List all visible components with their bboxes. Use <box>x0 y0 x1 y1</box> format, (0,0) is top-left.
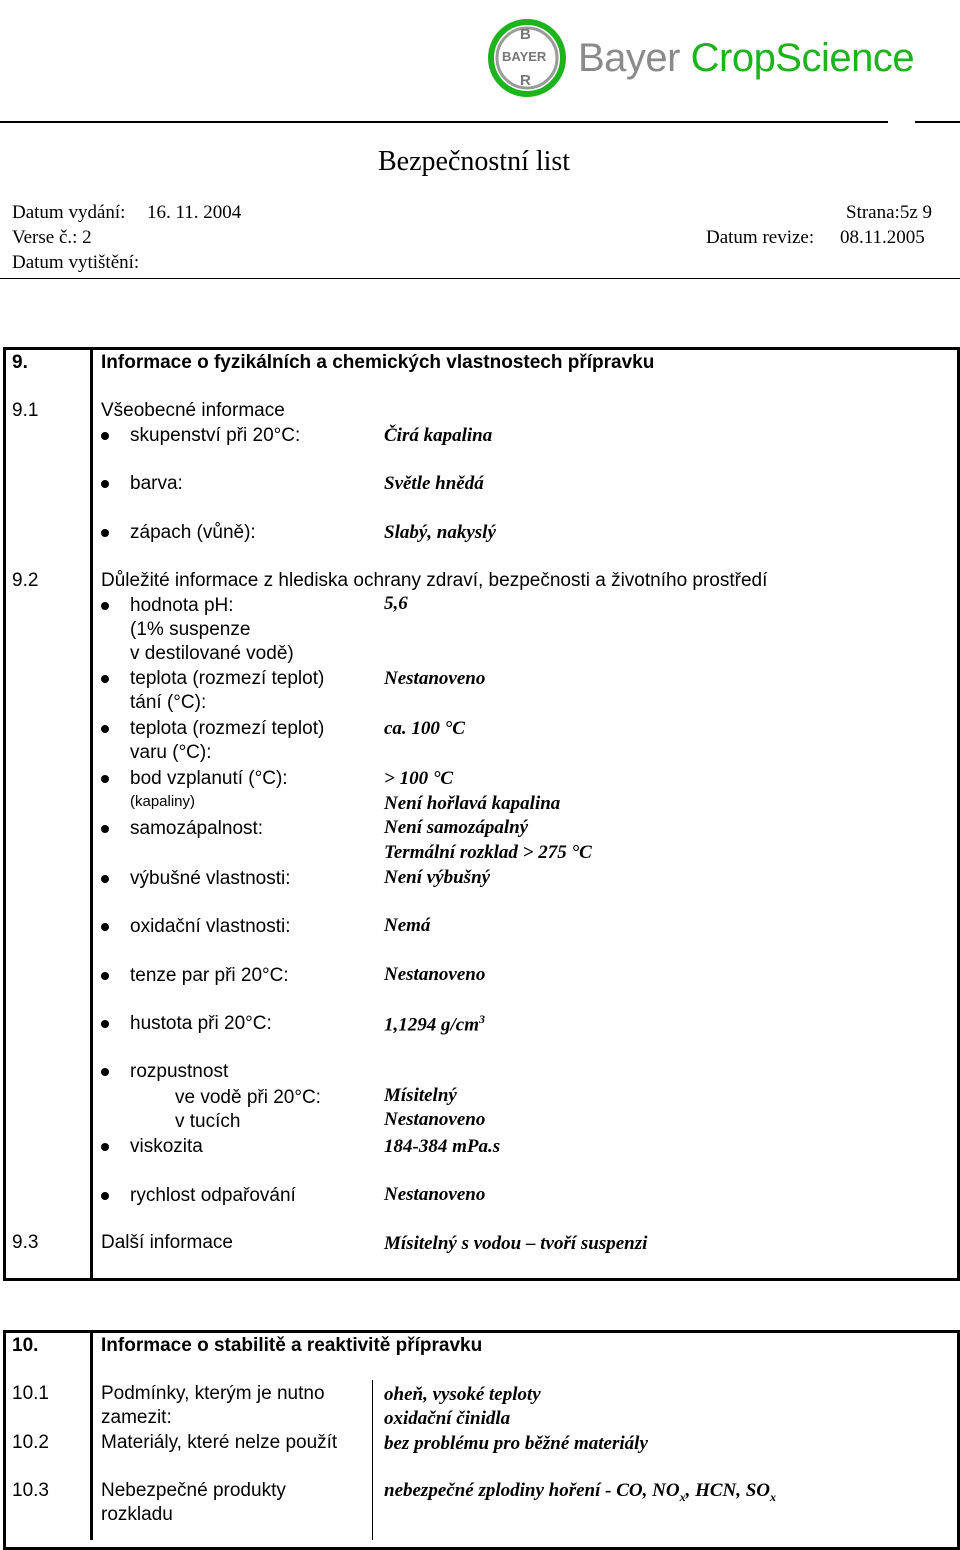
odor-label: zápach (vůně): <box>130 522 256 543</box>
section-9-3-title: Další informace <box>101 1232 233 1253</box>
solubility-label: rozpustnost <box>130 1061 229 1082</box>
logo-badge-bottom: R <box>520 72 531 89</box>
bullet-icon <box>101 775 109 783</box>
bullet-icon <box>101 602 109 610</box>
version: Verse č.: 2 <box>12 227 92 248</box>
density-value <box>384 1012 485 1036</box>
section-10-title: Informace o stabilitě a reaktivitě přípravku <box>101 1335 483 1356</box>
odor-value: Slabý, nakyslý <box>384 522 496 543</box>
bullet-icon <box>101 972 109 980</box>
section-9-1-number: 9.1 <box>12 400 39 421</box>
section-9-3-number: 9.3 <box>12 1232 39 1253</box>
logo-badge-middle: BAYER <box>502 49 547 64</box>
brand-name <box>578 36 914 81</box>
section-9-number: 9. <box>12 352 28 373</box>
bullet-icon <box>101 1068 109 1076</box>
boiling-label-2: varu (°C): <box>130 742 212 763</box>
section-10-1-value-2: oxidační činidla <box>384 1408 511 1429</box>
autoignition-value-1: Není samozápalný <box>384 817 529 838</box>
bullet-icon <box>101 675 109 683</box>
meta-rule <box>0 278 960 279</box>
section-9-1-title: Všeobecné informace <box>101 400 285 421</box>
issue-date-label: Datum vydání: <box>12 202 126 223</box>
print-date-label: Datum vytištění: <box>12 252 140 273</box>
flash-point-value-2: Není hořlavá kapalina <box>384 793 561 814</box>
solubility-water-label: ve vodě při 20°C: <box>175 1087 321 1108</box>
explosive-label: výbušné vlastnosti: <box>130 868 291 889</box>
autoignition-label: samozápalnost: <box>130 818 264 839</box>
logo-badge-top: B <box>520 26 531 43</box>
melting-label-1: teplota (rozmezí teplot) <box>130 668 325 689</box>
revision-date-value: 08.11.2005 <box>840 227 925 248</box>
nox-subscript: x <box>679 1489 686 1504</box>
section-10-1-value-1: oheň, vysoké teploty <box>384 1384 541 1405</box>
density-exponent: 3 <box>479 1012 485 1026</box>
section-10-1-label-2: zamezit: <box>101 1407 172 1428</box>
section-10-value-divider <box>372 1380 373 1540</box>
section-9-2-number: 9.2 <box>12 570 39 591</box>
density-label: hustota při 20°C: <box>130 1013 272 1034</box>
bullet-icon <box>101 529 109 537</box>
page-number: Strana:5z 9 <box>846 202 933 223</box>
viscosity-value: 184-384 mPa.s <box>384 1136 501 1157</box>
ph-sub-1: (1% suspenze <box>130 619 251 640</box>
section-10-number: 10. <box>12 1335 39 1356</box>
brand-name-cropscience: CropScience <box>690 36 915 80</box>
section-9-2-title: Důležité informace z hlediska ochrany zdraví, bezpečnosti a životního prostředí <box>101 570 768 591</box>
section-10-2-label: Materiály, které nelze použít <box>101 1432 338 1453</box>
vapor-pressure-label: tenze par při 20°C: <box>130 965 289 986</box>
section-10-1-label-1: Podmínky, kterým je nutno <box>101 1383 325 1404</box>
flash-point-sub: (kapaliny) <box>130 793 196 810</box>
section-10-3-value-a: nebezpečné zplodiny hoření - CO, NO <box>384 1480 680 1501</box>
sox-subscript: x <box>770 1489 777 1504</box>
bullet-icon <box>101 1020 109 1028</box>
melting-value: Nestanoveno <box>384 668 486 689</box>
bullet-icon <box>101 923 109 931</box>
section-10-divider <box>90 1330 93 1540</box>
vapor-pressure-value: Nestanoveno <box>384 964 486 985</box>
brand-name-bayer: Bayer <box>578 36 691 80</box>
solubility-fat-value: Nestanoveno <box>384 1109 486 1130</box>
bullet-icon <box>101 480 109 488</box>
autoignition-value-2: Termální rozklad > 275 °C <box>384 842 592 863</box>
bullet-icon <box>101 1143 109 1151</box>
ph-sub-2: v destilované vodě) <box>130 643 294 664</box>
evaporation-value: Nestanoveno <box>384 1184 486 1205</box>
revision-date-label: Datum revize: <box>706 227 815 248</box>
solubility-fat-label: v tucích <box>175 1111 241 1132</box>
section-10-2-number: 10.2 <box>12 1432 49 1453</box>
section-10-2-value: bez problému pro běžné materiály <box>384 1433 648 1454</box>
flash-point-value-1: > 100 °C <box>384 768 454 789</box>
header-rule-right <box>915 121 960 123</box>
melting-label-2: tání (°C): <box>130 692 207 713</box>
issue-date-value: 16. 11. 2004 <box>147 202 242 223</box>
section-10-1-number: 10.1 <box>12 1383 49 1404</box>
section-10-3-label-1: Nebezpečné produkty <box>101 1480 286 1501</box>
solubility-water-value: Mísitelný <box>384 1085 457 1106</box>
boiling-label-1: teplota (rozmezí teplot) <box>130 718 325 739</box>
oxidizing-value: Nemá <box>384 915 431 936</box>
color-label: barva: <box>130 473 183 494</box>
evaporation-label: rychlost odpařování <box>130 1185 296 1206</box>
density-number: 1,1294 g/cm <box>384 1014 479 1036</box>
header-rule <box>0 121 888 123</box>
state-label: skupenství při 20°C: <box>130 425 301 446</box>
section-9-divider <box>90 347 93 1281</box>
state-value: Čirá kapalina <box>384 425 493 446</box>
ph-value: 5,6 <box>384 593 408 614</box>
oxidizing-label: oxidační vlastnosti: <box>130 916 291 937</box>
document-title: Bezpečnostní list <box>378 146 571 177</box>
color-value: Světle hnědá <box>384 473 484 494</box>
section-9-3-value: Mísitelný s vodou – tvoří suspenzi <box>384 1233 648 1254</box>
bayer-logo <box>487 18 567 98</box>
viscosity-label: viskozita <box>130 1136 203 1157</box>
ph-label: hodnota pH: <box>130 595 234 616</box>
boiling-value: ca. 100 °C <box>384 718 465 739</box>
section-10-3-value <box>384 1480 776 1505</box>
section-10-3-label-2: rozkladu <box>101 1504 173 1525</box>
bullet-icon <box>101 725 109 733</box>
section-9-title: Informace o fyzikálních a chemických vlastnostech přípravku <box>101 352 655 373</box>
section-10-3-number: 10.3 <box>12 1480 49 1501</box>
explosive-value: Není výbušný <box>384 867 491 888</box>
flash-point-label: bod vzplanutí (°C): <box>130 768 288 789</box>
bullet-icon <box>101 432 109 440</box>
bullet-icon <box>101 875 109 883</box>
bullet-icon <box>101 1192 109 1200</box>
section-10-3-value-b: , HCN, SO <box>685 1480 771 1501</box>
bullet-icon <box>101 825 109 833</box>
